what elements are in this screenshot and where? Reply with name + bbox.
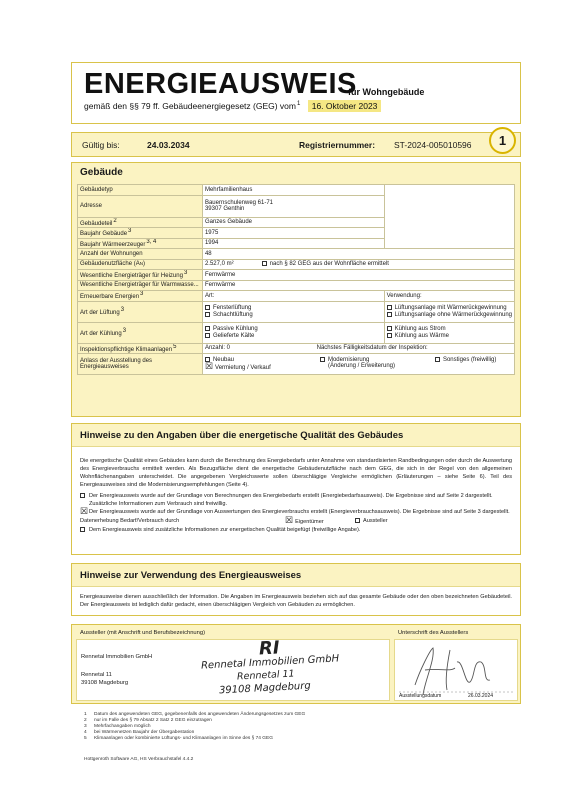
table-row (78, 249, 515, 260)
photo-area (384, 185, 514, 249)
ac-next-inspection: Nächstes Fälligkeitsdatum der Inspektion: (316, 345, 428, 352)
stamp-name: Rennetal Immobilien GmbH (200, 653, 340, 672)
ventilation-label (78, 301, 203, 322)
issue-reason-option: Neubau (212, 357, 234, 364)
usage-notes-box (71, 563, 521, 616)
address-line-2: 39307 Genthin (204, 206, 245, 212)
usage-notes-title: Hinweise zur Verwendung des Energieausweises (72, 564, 520, 587)
construction-year-value: 1975 (202, 228, 384, 239)
table-row (78, 343, 515, 354)
hot-water-carrier-value: Fernwärme (202, 280, 514, 291)
checkbox-checked-icon[interactable]: ☒ (80, 506, 89, 516)
heating-carrier-value: Fernwärme (202, 270, 514, 281)
building-table (77, 184, 515, 375)
checkbox-empty[interactable] (205, 312, 210, 317)
footnotes (84, 712, 305, 742)
issuer-street: Rennetal 11 (81, 672, 112, 678)
option-additional-info (72, 526, 520, 534)
heating-carrier-text: Wesentliche Energieträger für Heizung (80, 273, 183, 280)
ventilation-text: Art der Lüftung (80, 310, 120, 316)
page-number-badge: 1 (489, 127, 516, 154)
data-collection-row (72, 517, 520, 526)
issue-reason-label (78, 354, 203, 375)
registration-label: Registriernummer: (299, 140, 376, 150)
checkbox-empty[interactable] (387, 312, 392, 317)
ventilation-option: Fensterlüftung (212, 305, 252, 312)
ventilation-option: Lüftungsanlage ohne Wärmerückgewinnung (394, 311, 512, 318)
usable-area-label: Gebäudenutzfläche (AN) (78, 259, 203, 270)
option-consumption-text: Der Energieausweis wurde auf der Grundlage von Auswertungen des Energieverbrauchs erstellt (Energieverbrauchsausweis). Die Ergebnisse sind auf Seite 3 dargestellt. (89, 509, 510, 515)
footnote-ref: 3, 4 (146, 238, 157, 245)
table-row (78, 322, 515, 343)
table-row (78, 280, 515, 291)
issue-reason-option-detail: (Änderung / Erweiterung) (327, 363, 396, 370)
cooling-text: Art der Kühlung (80, 331, 122, 337)
checkbox-empty[interactable] (205, 333, 210, 338)
quality-notes-title: Hinweise zu den Angaben über die energetische Qualität des Gebäudes (72, 424, 520, 447)
footnote-item: 1 Datum des angewendeten GEG, gegebenenfalls des angewendeten Änderungsgesetzes zum GEG (84, 712, 306, 717)
heating-carrier-label (78, 270, 203, 281)
footnote-item: 4 bei Wärmenetzen Baujahr der Übergabestation (84, 730, 195, 735)
issuer-label: Aussteller (mit Anschrift und Berufsbezeichnung) (80, 630, 206, 636)
footnote-ref: 1 (297, 101, 301, 108)
usable-area-sub: N (139, 261, 143, 267)
issue-reason-line2: Energieausweises (80, 364, 129, 370)
renewables-type: Art: (202, 291, 384, 302)
table-row (78, 354, 515, 375)
building-type-value: Mehrfamilienhaus (202, 185, 384, 196)
footnote-item: 2 nur im Falle des § 79 Absatz 2 Satz 2 GEG einzutragen (84, 718, 212, 723)
legal-text: gemäß den §§ 79 ff. Gebäudeenergiegesetz (GEG) vom (84, 101, 296, 111)
ventilation-option: Schachtlüftung (212, 311, 253, 318)
footnote-ref: 5 (173, 343, 177, 350)
issuer-address-box (76, 639, 390, 701)
table-row (78, 291, 515, 302)
table-row (78, 185, 515, 196)
signature-label: Unterschrift des Ausstellers (398, 630, 469, 636)
heater-year-text: Baujahr Wärmeerzeuger (80, 241, 146, 248)
cooling-option: Passive Kühlung (212, 326, 258, 333)
valid-date: 24.03.2034 (147, 140, 190, 150)
stamp-city: 39108 Magdeburg (218, 680, 311, 697)
ac-inspection-label (78, 343, 203, 354)
quality-notes-paragraph: Die energetische Qualität eines Gebäudes kann durch die Berechnung des Energiebedarfs unter Annahme von standardisierten Randbedingungen oder durch die Auswertung des Energieverbrauchs ermittelt werden. Als Bezugsfläche dient die energetische Gebäudenutzfläche nach dem GEG, die sich in der Regel von den allgemeinen Wohnflächenangaben unterscheidet. Die angegebenen Vergleichswerte sollen überschlägige Vergleiche ermöglichen (Erläuterungen – siehe Seite 6). Teil des Energieausweises sind die Modernisierungsempfehlungen (Seite 4). (80, 458, 512, 488)
stamp-logo: RI (258, 637, 281, 660)
building-section-title: Gebäude (80, 167, 123, 178)
issuer-city: 39108 Magdeburg (81, 680, 129, 686)
quality-notes-box (71, 423, 521, 555)
cooling-label (78, 322, 203, 343)
construction-year-label (78, 228, 203, 239)
ac-inspection-text: Inspektionspflichtige Klimaanlagen (80, 346, 173, 353)
option-additional-info-text: Dem Energieausweis sind zusätzliche Informationen zur energetischen Qualität beigefügt (freiwillige Angabe). (89, 527, 361, 533)
data-collection-label: Datenerhebung Bedarf/Verbrauch durch (80, 518, 180, 524)
document-subtitle: für Wohngebäude (348, 87, 425, 97)
issue-reason-option: Sonstiges (freiwillig) (442, 357, 497, 364)
address-line-1: Bauernschulenweg 61-71 (204, 200, 274, 206)
usable-area-number: 2.527,0 m² (204, 261, 234, 268)
checkbox-checked-icon[interactable]: ☒ (285, 515, 294, 525)
table-row (78, 301, 515, 322)
cooling-option: Kühlung aus Wärme (394, 332, 449, 339)
footnote-ref: 3 (183, 270, 188, 277)
checkbox-empty[interactable] (205, 326, 210, 331)
cooling-option: Kühlung aus Strom (394, 326, 446, 333)
legal-date: 16. Oktober 2023 (308, 100, 382, 112)
signature-box (394, 639, 518, 701)
checkbox-empty[interactable] (80, 527, 85, 532)
apartments-label: Anzahl der Wohnungen (78, 249, 203, 260)
table-row (78, 270, 515, 281)
legal-basis (84, 100, 381, 112)
checkbox-empty[interactable] (355, 518, 360, 523)
cooling-options-left (202, 322, 384, 343)
ventilation-options-right (384, 301, 514, 322)
checkbox-empty[interactable] (80, 493, 85, 498)
table-row (78, 259, 515, 270)
heater-year-label (78, 238, 203, 249)
checkbox-empty[interactable] (320, 357, 325, 362)
cooling-option: Gelieferte Kälte (212, 332, 255, 339)
footnote-ref: 3 (122, 328, 127, 334)
header-box (71, 62, 521, 124)
checkbox-empty[interactable] (387, 333, 392, 338)
usable-area-text: Gebäudenutzfläche (A (80, 261, 140, 268)
renewables-text: Erneuerbare Energien (80, 294, 140, 301)
issue-reason-options (202, 354, 514, 375)
issue-date-value: 26.03.2024 (468, 693, 494, 699)
footnote-ref: 2 (113, 217, 117, 224)
building-part-label (78, 217, 203, 228)
option-consumption (72, 508, 520, 517)
footnote-ref: 3 (128, 228, 132, 235)
construction-year-text: Baujahr Gebäude (80, 231, 128, 238)
renewables-usage: Verwendung: (384, 291, 514, 302)
apartments-value: 48 (202, 249, 514, 260)
issue-date-label: Ausstellungsdatum (399, 693, 442, 699)
cooling-options-right (384, 322, 514, 343)
checkbox-empty[interactable] (387, 305, 392, 310)
renewables-label (78, 291, 203, 302)
valid-label: Gültig bis: (82, 140, 120, 150)
issue-reason-option: Vermietung / Verkauf (215, 365, 271, 372)
address-label: Adresse (78, 195, 203, 217)
footnote-item: 3 Mehrfachangaben möglich (84, 724, 151, 729)
software-footer: Hottgenroth Software AG, HS Verbrauchstafel 4.4.2 (84, 757, 194, 762)
ventilation-option: Lüftungsanlage mit Wärmerückgewinnung (394, 305, 507, 312)
ventilation-options-left (202, 301, 384, 322)
ac-count: Anzahl: 0 (204, 345, 230, 352)
footnote-ref: 3 (140, 291, 144, 298)
ac-inspection-value (202, 343, 514, 354)
validity-bar (71, 132, 521, 157)
option-demand (72, 492, 520, 508)
issue-reason-line1: Anlass der Ausstellung des (80, 358, 153, 364)
checkbox-empty[interactable] (262, 261, 267, 266)
document-title: ENERGIEAUSWEIS (84, 68, 357, 100)
address-value (202, 195, 384, 217)
issuer-section (71, 624, 521, 704)
data-collection-issuer: Aussteller (363, 518, 388, 524)
building-part-value: Ganzes Gebäude (202, 217, 384, 228)
usable-area-value (202, 259, 514, 270)
checkbox-empty[interactable] (435, 357, 440, 362)
checkbox-empty[interactable] (205, 305, 210, 310)
data-collection-owner: Eigentümer (295, 519, 324, 525)
registration-number: ST-2024-005010596 (394, 140, 472, 150)
usage-notes-text: Energieausweise dienen ausschließlich der Information. Die Angaben im Energieausweis beziehen sich auf das gesamte Gebäude oder den oben bezeichneten Gebäudeteil. Der Energieausweis ist lediglich dafür gedacht, einen überschlägigen Vergleich von Gebäuden zu ermöglichen. (80, 594, 512, 608)
issuer-name: Rennetal Immobilien GmbH (81, 654, 153, 660)
hot-water-carrier-label: Wesentliche Energieträger für Warmwasse... (78, 280, 203, 291)
heater-year-value: 1994 (202, 238, 384, 249)
building-part-text: Gebäudeteil (80, 220, 113, 227)
checkbox-checked-icon[interactable]: ☒ (204, 361, 214, 372)
stamp-street: Rennetal 11 (236, 668, 295, 683)
footnote-ref: 3 (120, 307, 125, 313)
usable-area-option: nach § 82 GEG aus der Wohnfläche ermittelt (269, 261, 389, 268)
footnote-item: 5 Klimaanlagen oder kombinierte Lüftungs- und Klimaanlagen im Sinne des § 74 GEG (84, 736, 273, 741)
building-type-label: Gebäudetyp (78, 185, 203, 196)
option-demand-text: Der Energieausweis wurde auf der Grundlage von Berechnungen des Energiebedarfs erstellt (Energiebedarfsausweis). Die Ergebnisse sind auf Seite 2 dargestellt. Zusätzliche Informationen zum Verbrauch sind freiwillig. (89, 493, 493, 507)
checkbox-empty[interactable] (387, 326, 392, 331)
issue-reason-option: Modernisierung (327, 357, 370, 364)
